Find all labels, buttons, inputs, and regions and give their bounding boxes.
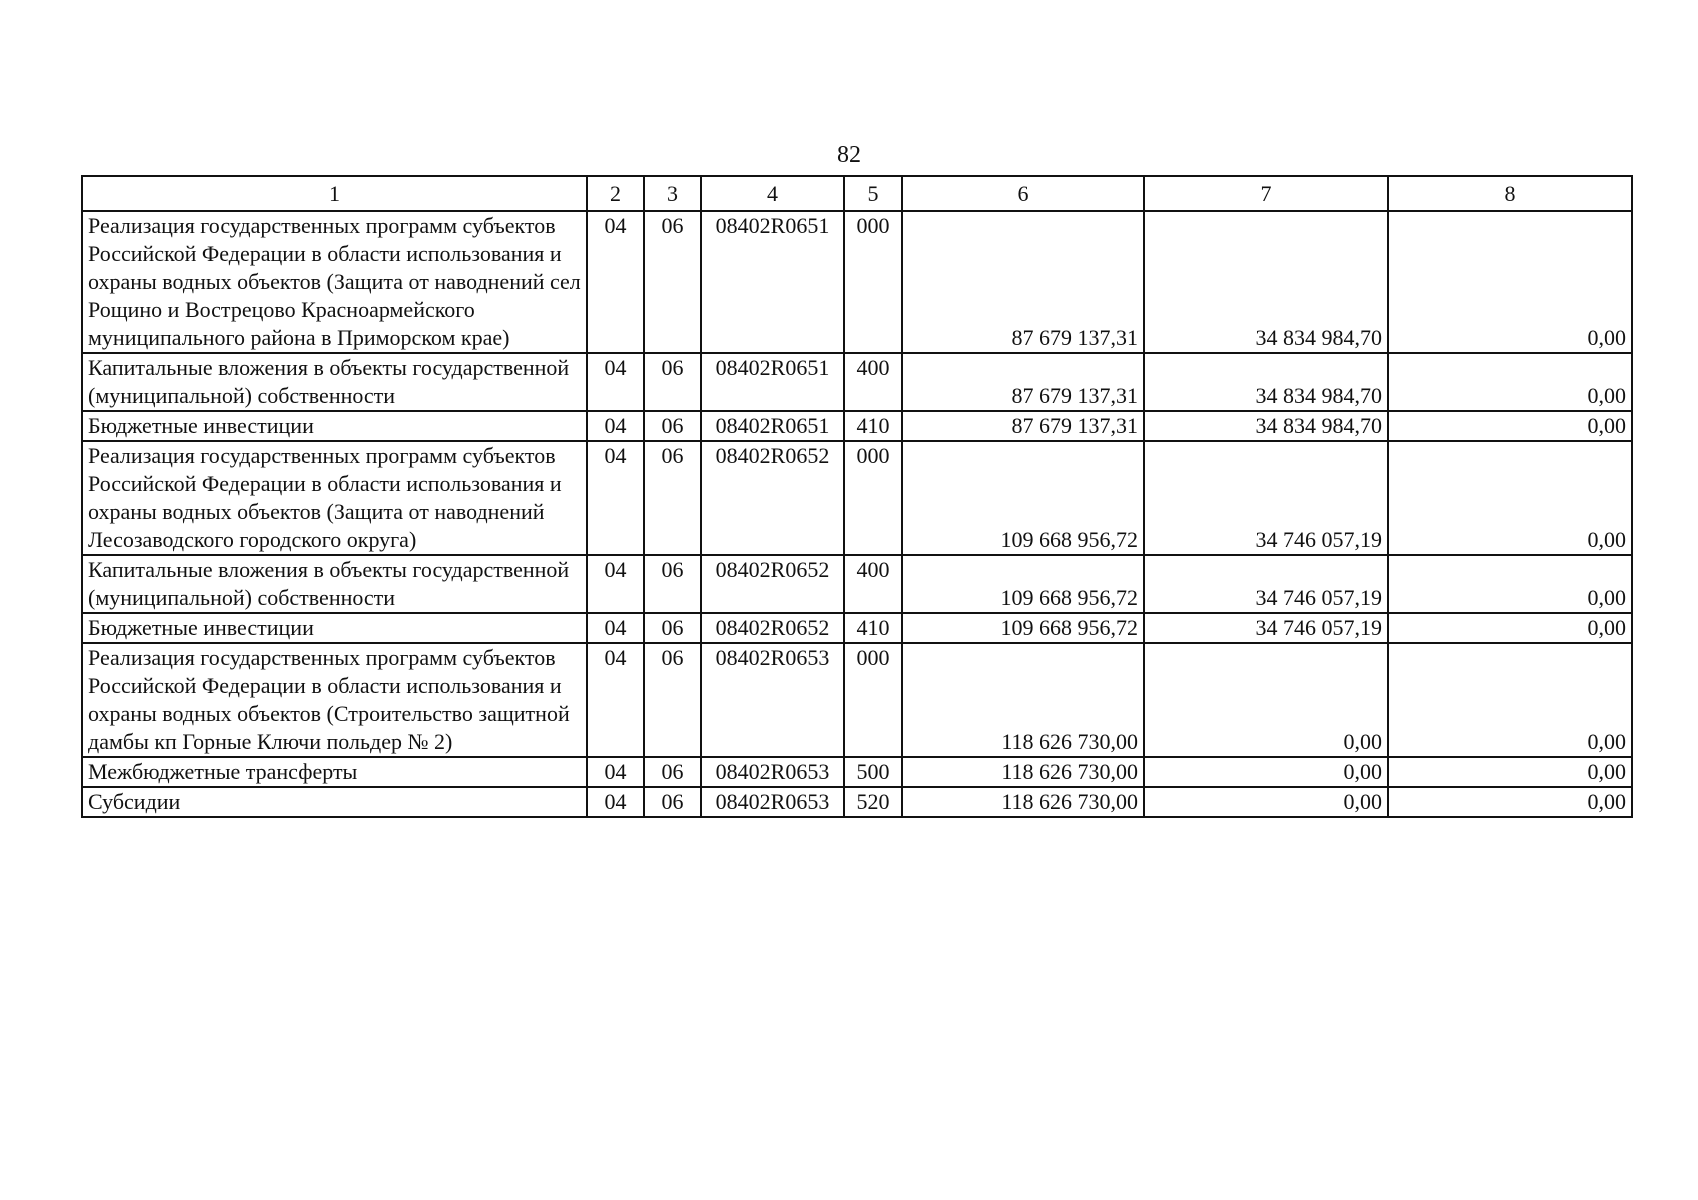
row-amount-col6: 118 626 730,00	[902, 757, 1144, 787]
row-subsection: 06	[644, 613, 701, 643]
row-subsection: 06	[644, 555, 701, 613]
row-expense-type: 410	[844, 411, 902, 441]
row-expense-type: 520	[844, 787, 902, 817]
row-amount-col8: 0,00	[1388, 555, 1632, 613]
row-amount-col6: 87 679 137,31	[902, 353, 1144, 411]
header-col-5: 5	[844, 176, 902, 211]
table-row	[82, 353, 1632, 411]
row-amount-col7: 0,00	[1144, 643, 1388, 757]
row-name: Межбюджетные трансферты	[82, 757, 587, 787]
row-target-article: 08402R0653	[701, 787, 844, 817]
table-row	[82, 555, 1632, 613]
table-row	[82, 441, 1632, 555]
row-section: 04	[587, 411, 644, 441]
row-amount-col7: 0,00	[1144, 787, 1388, 817]
row-amount-col7: 34 834 984,70	[1144, 211, 1388, 353]
row-subsection: 06	[644, 787, 701, 817]
row-target-article: 08402R0653	[701, 643, 844, 757]
header-col-4: 4	[701, 176, 844, 211]
row-amount-col6: 118 626 730,00	[902, 643, 1144, 757]
row-name: Капитальные вложения в объекты государственной (муниципальной) собственности	[82, 555, 587, 613]
row-amount-col7: 0,00	[1144, 757, 1388, 787]
row-name: Субсидии	[82, 787, 587, 817]
row-section: 04	[587, 757, 644, 787]
row-amount-col8: 0,00	[1388, 787, 1632, 817]
row-target-article: 08402R0651	[701, 211, 844, 353]
row-amount-col7: 34 834 984,70	[1144, 353, 1388, 411]
row-amount-col6: 109 668 956,72	[902, 555, 1144, 613]
row-amount-col6: 118 626 730,00	[902, 787, 1144, 817]
budget-table	[81, 175, 1633, 818]
row-name: Бюджетные инвестиции	[82, 613, 587, 643]
row-section: 04	[587, 787, 644, 817]
row-expense-type: 000	[844, 643, 902, 757]
row-target-article: 08402R0652	[701, 613, 844, 643]
header-col-8: 8	[1388, 176, 1632, 211]
row-target-article: 08402R0652	[701, 441, 844, 555]
row-amount-col8: 0,00	[1388, 353, 1632, 411]
page-number: 82	[837, 142, 861, 168]
row-section: 04	[587, 211, 644, 353]
row-amount-col8: 0,00	[1388, 211, 1632, 353]
row-name: Реализация государственных программ субъектов Российской Федерации в области использования и охраны водных объектов (Защита от наводнений Лесозаводского городского округа)	[82, 441, 587, 555]
header-row	[82, 176, 1632, 211]
header-col-2: 2	[587, 176, 644, 211]
row-expense-type: 000	[844, 441, 902, 555]
row-expense-type: 000	[844, 211, 902, 353]
row-amount-col7: 34 834 984,70	[1144, 411, 1388, 441]
row-amount-col8: 0,00	[1388, 613, 1632, 643]
row-amount-col8: 0,00	[1388, 643, 1632, 757]
row-amount-col6: 109 668 956,72	[902, 441, 1144, 555]
row-expense-type: 410	[844, 613, 902, 643]
row-expense-type: 400	[844, 353, 902, 411]
row-amount-col8: 0,00	[1388, 411, 1632, 441]
table-row	[82, 643, 1632, 757]
row-name: Реализация государственных программ субъектов Российской Федерации в области использования и охраны водных объектов (Защита от наводнений сел Рощино и Вострецово Красноармейского муниципального района в Приморском крае)	[82, 211, 587, 353]
row-amount-col7: 34 746 057,19	[1144, 555, 1388, 613]
table-row	[82, 411, 1632, 441]
row-amount-col6: 87 679 137,31	[902, 211, 1144, 353]
row-amount-col7: 34 746 057,19	[1144, 441, 1388, 555]
row-section: 04	[587, 353, 644, 411]
row-subsection: 06	[644, 441, 701, 555]
row-target-article: 08402R0653	[701, 757, 844, 787]
row-section: 04	[587, 555, 644, 613]
table-row	[82, 787, 1632, 817]
row-section: 04	[587, 643, 644, 757]
row-expense-type: 500	[844, 757, 902, 787]
row-amount-col6: 87 679 137,31	[902, 411, 1144, 441]
row-target-article: 08402R0652	[701, 555, 844, 613]
row-subsection: 06	[644, 211, 701, 353]
row-amount-col8: 0,00	[1388, 441, 1632, 555]
row-amount-col8: 0,00	[1388, 757, 1632, 787]
row-expense-type: 400	[844, 555, 902, 613]
header-col-1: 1	[82, 176, 587, 211]
row-name: Реализация государственных программ субъектов Российской Федерации в области использования и охраны водных объектов (Строительство защитной дамбы кп Горные Ключи польдер № 2)	[82, 643, 587, 757]
row-target-article: 08402R0651	[701, 411, 844, 441]
row-amount-col7: 34 746 057,19	[1144, 613, 1388, 643]
header-col-3: 3	[644, 176, 701, 211]
row-section: 04	[587, 441, 644, 555]
table-row	[82, 613, 1632, 643]
table-row	[82, 757, 1632, 787]
row-target-article: 08402R0651	[701, 353, 844, 411]
row-subsection: 06	[644, 411, 701, 441]
row-subsection: 06	[644, 353, 701, 411]
row-section: 04	[587, 613, 644, 643]
row-subsection: 06	[644, 757, 701, 787]
row-subsection: 06	[644, 643, 701, 757]
row-name: Капитальные вложения в объекты государственной (муниципальной) собственности	[82, 353, 587, 411]
table-row	[82, 211, 1632, 353]
row-name: Бюджетные инвестиции	[82, 411, 587, 441]
row-amount-col6: 109 668 956,72	[902, 613, 1144, 643]
header-col-6: 6	[902, 176, 1144, 211]
header-col-7: 7	[1144, 176, 1388, 211]
